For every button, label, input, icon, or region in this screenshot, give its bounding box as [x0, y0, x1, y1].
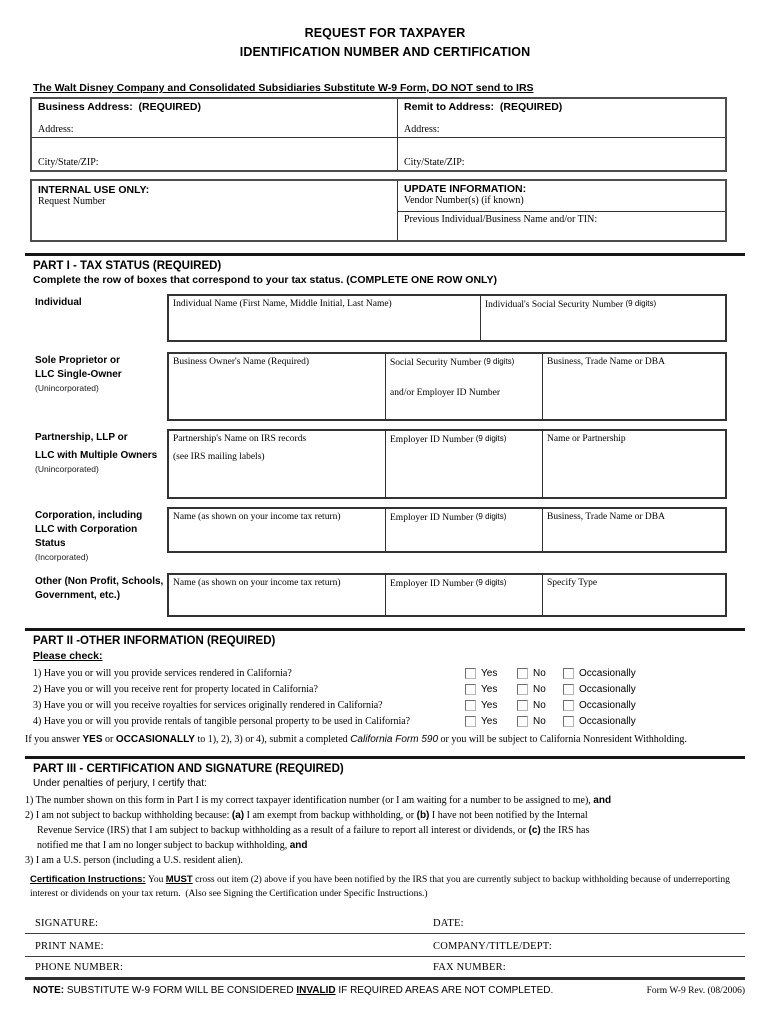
no-option	[517, 684, 563, 695]
question-text: 1) Have you or will you provide services rendered in California?	[33, 667, 292, 679]
partnership-name-note: (see IRS mailing labels)	[173, 452, 265, 462]
part2-note	[25, 734, 745, 745]
item2-l1a: 2) I am not subject to backup withholding because:	[25, 810, 232, 821]
item2-b: (b)	[416, 810, 430, 821]
table-row-sole-proprietor	[35, 352, 770, 421]
certification-instructions	[30, 873, 745, 901]
individual-name-cell-label: Individual Name (First Name, Middle Initial, Last Name)	[173, 299, 392, 309]
partnership-label-line2: LLC with Multiple Owners	[35, 450, 158, 461]
previous-name-field[interactable]	[398, 212, 725, 240]
no-option	[517, 716, 563, 727]
part3-intro: Under penalties of perjury, I certify that:	[33, 778, 207, 789]
other-label-line2: Government, etc.)	[35, 590, 121, 601]
footer	[33, 985, 745, 996]
business-address-header: Business Address: (REQUIRED)	[38, 101, 201, 113]
date-label: DATE:	[433, 918, 464, 929]
table-row-other	[35, 573, 770, 617]
no-label: No	[533, 667, 546, 679]
part1-subtitle: Complete the row of boxes that correspond to your tax status. (COMPLETE ONE ROW ONLY)	[33, 274, 497, 286]
partnership-third-field[interactable]	[542, 431, 725, 497]
update-information-header: UPDATE INFORMATION:	[404, 183, 527, 195]
ein-digits-note: (9 digits)	[475, 578, 507, 587]
occasionally-option	[563, 668, 645, 679]
part1-heading: PART I - TAX STATUS (REQUIRED)	[33, 260, 222, 272]
note-mid: to 1), 2), 3) or 4), submit a completed	[194, 734, 351, 745]
form-subheading: The Walt Disney Company and Consolidated Subsidiaries Substitute W-9 Form, DO NOT send to IRS	[33, 82, 534, 94]
partnership-row-box	[167, 429, 727, 499]
form-title-line2: IDENTIFICATION NUMBER AND CERTIFICATION	[239, 45, 531, 59]
corporation-dba-field[interactable]	[542, 509, 725, 551]
question-options	[465, 684, 645, 695]
other-ein-label: Employer ID Number	[390, 579, 476, 589]
fax-number-label: FAX NUMBER:	[433, 962, 506, 973]
individual-row-label	[35, 294, 167, 342]
sole-ssn-label: Social Security Number	[390, 358, 484, 368]
question-text: 2) Have you or will you receive rent for property located in California?	[33, 683, 318, 695]
remit-city-label: City/State/ZIP:	[404, 157, 465, 168]
yes-checkbox[interactable]	[465, 716, 476, 727]
occasionally-checkbox[interactable]	[563, 684, 574, 695]
occasionally-checkbox[interactable]	[563, 668, 574, 679]
corporation-dba-label: Business, Trade Name or DBA	[547, 512, 665, 522]
corporation-row-label	[35, 507, 167, 563]
corporation-sublabel: (Incorporated)	[35, 552, 89, 562]
question-text: 3) Have you or will you receive royalties for services originally rendered in California?	[33, 699, 383, 711]
item2-c: (c)	[528, 825, 541, 836]
previous-name-label: Previous Individual/Business Name and/or TIN:	[404, 214, 598, 225]
item1-and: and	[593, 795, 612, 806]
ein-digits-note: (9 digits)	[475, 434, 507, 443]
fax-number-field[interactable]	[433, 957, 745, 975]
individual-row-box	[167, 294, 727, 342]
certification-item-2-line3	[25, 838, 745, 853]
partnership-sublabel: (Unincorporated)	[35, 464, 99, 474]
occasionally-checkbox[interactable]	[563, 700, 574, 711]
item2-and: and	[289, 840, 308, 851]
business-address-field[interactable]	[32, 99, 397, 137]
other-row-label	[35, 573, 167, 617]
note-suffix: or you will be subject to California Nonresident Withholding.	[438, 734, 687, 745]
occasionally-option	[563, 716, 645, 727]
sole-label-line2: LLC Single-Owner	[35, 369, 122, 380]
sole-sublabel: (Unincorporated)	[35, 383, 99, 393]
part2-heading: PART II -OTHER INFORMATION (REQUIRED)	[33, 635, 276, 647]
no-checkbox[interactable]	[517, 668, 528, 679]
individual-name-field[interactable]	[169, 296, 480, 340]
yes-checkbox[interactable]	[465, 668, 476, 679]
no-checkbox[interactable]	[517, 716, 528, 727]
yes-option	[465, 716, 517, 727]
question-row-2	[33, 681, 745, 697]
no-option	[517, 700, 563, 711]
other-name-field[interactable]	[169, 575, 385, 615]
part3-heading: PART III - CERTIFICATION AND SIGNATURE (REQUIRED)	[33, 763, 344, 775]
other-type-field[interactable]	[542, 575, 725, 615]
note-occasionally: OCCASIONALLY	[115, 734, 195, 745]
business-city-field[interactable]	[32, 137, 397, 170]
address-box	[30, 97, 727, 172]
partnership-name-label: Partnership's Name on IRS records	[173, 434, 307, 444]
other-row-box	[167, 573, 727, 617]
company-field[interactable]	[433, 936, 745, 954]
form-revision: Form W-9 Rev. (08/2006)	[646, 986, 745, 996]
sole-ssn-field[interactable]	[385, 354, 542, 419]
section-divider	[25, 628, 745, 631]
corporation-name-label: Name (as shown on your income tax return)	[173, 512, 341, 522]
print-name-field[interactable]	[25, 936, 433, 954]
request-number-label: Request Number	[38, 196, 106, 207]
other-label-line1: Other (Non Profit, Schools,	[35, 576, 164, 587]
certification-item-3: 3) I am a U.S. person (including a U.S. resident alien).	[25, 855, 244, 866]
partnership-ein-field[interactable]	[385, 431, 542, 497]
yes-label: Yes	[481, 699, 498, 711]
certification-item-1	[25, 793, 745, 808]
table-row-individual	[35, 294, 770, 342]
item1-text: 1) The number shown on this form in Part I is my correct taxpayer identification number (or I am waiting for a number to be assigned to me),	[25, 795, 594, 806]
sole-ein-label: and/or Employer ID Number	[390, 388, 501, 398]
signature-block	[25, 911, 745, 980]
cert-instructions-label: Certification Instructions:	[30, 874, 146, 885]
question-row-4	[33, 713, 745, 729]
question-options	[465, 716, 645, 727]
occasionally-label: Occasionally	[579, 699, 636, 711]
sole-row-box	[167, 352, 727, 421]
internal-update-box	[30, 179, 727, 242]
sole-label-line1: Sole Proprietor or	[35, 355, 121, 366]
print-name-label: PRINT NAME:	[35, 941, 104, 952]
yes-option	[465, 668, 517, 679]
item2-l1c: I have not been notified by the Internal	[429, 810, 588, 821]
signature-date-row	[25, 911, 745, 934]
footer-note	[33, 985, 553, 996]
no-option	[517, 668, 563, 679]
corporation-label-line2: LLC with Corporation Status	[35, 524, 138, 549]
note-or: or	[102, 734, 116, 745]
sole-dba-field[interactable]	[542, 354, 725, 419]
phone-number-label: PHONE NUMBER:	[35, 962, 124, 973]
vendor-number-field[interactable]	[398, 181, 725, 212]
occasionally-label: Occasionally	[579, 683, 636, 695]
part2-questions	[0, 665, 770, 729]
yes-checkbox[interactable]	[465, 700, 476, 711]
footer-invalid: INVALID	[296, 985, 336, 996]
yes-option	[465, 684, 517, 695]
california-form-590: California Form 590	[350, 734, 438, 745]
occasionally-option	[563, 700, 645, 711]
remit-address-field[interactable]	[397, 99, 725, 137]
footer-note-label: NOTE:	[33, 985, 65, 996]
vendor-number-label: Vendor Number(s) (if known)	[404, 195, 524, 206]
partnership-ein-label: Employer ID Number	[390, 435, 476, 445]
question-options	[465, 700, 645, 711]
question-row-3	[33, 697, 745, 713]
item2-l1b: I am exempt from backup withholding, or	[244, 810, 417, 821]
individual-ssn-field[interactable]	[480, 296, 725, 340]
sole-owner-name-field[interactable]	[169, 354, 385, 419]
item2-l3a: notified me that I am no longer subject to backup withholding,	[37, 840, 290, 851]
company-label: COMPANY/TITLE/DEPT:	[433, 941, 552, 952]
sole-owner-name-label: Business Owner's Name (Required)	[173, 357, 310, 367]
remit-address-label: Address:	[404, 124, 440, 135]
occasionally-option	[563, 684, 645, 695]
partnership-third-label: Name or Partnership	[547, 434, 626, 444]
cert-t3: interest or dividends on your tax return. (Also see Signing the Certification under Specific Instructions.)	[30, 889, 428, 899]
internal-use-field[interactable]	[32, 181, 397, 240]
signature-label: SIGNATURE:	[35, 918, 99, 929]
signature-field[interactable]	[25, 913, 433, 931]
individual-ssn-cell-label: Individual's Social Security Number	[485, 300, 626, 310]
section-divider	[25, 756, 745, 759]
partnership-row-label	[35, 429, 167, 499]
item2-a: (a)	[231, 810, 245, 821]
certification-item-2-line1	[25, 808, 745, 823]
question-row-1	[33, 665, 745, 681]
yes-option	[465, 700, 517, 711]
table-row-corporation	[35, 507, 770, 563]
cert-t2: cross out item (2) above if you have been notified by the IRS that you are currently subject to backup withholding because of underreporting	[192, 875, 730, 885]
footer-note-t1: SUBSTITUTE W-9 FORM WILL BE CONSIDERED	[64, 985, 297, 996]
no-checkbox[interactable]	[517, 684, 528, 695]
business-address-label: Address:	[38, 124, 74, 135]
internal-use-header: INTERNAL USE ONLY:	[38, 184, 150, 196]
occasionally-label: Occasionally	[579, 667, 636, 679]
corporation-name-field[interactable]	[169, 509, 385, 551]
other-name-label: Name (as shown on your income tax return)	[173, 578, 341, 588]
partnership-name-field[interactable]	[169, 431, 385, 497]
occasionally-checkbox[interactable]	[563, 716, 574, 727]
sole-row-label	[35, 352, 167, 421]
certification-item-2-line2	[25, 823, 745, 838]
update-information-section	[397, 181, 725, 240]
phone-fax-row	[25, 957, 745, 980]
cert-must: MUST	[165, 874, 193, 885]
yes-label: Yes	[481, 683, 498, 695]
footer-note-t2: IF REQUIRED AREAS ARE NOT COMPLETED.	[335, 985, 554, 996]
occasionally-label: Occasionally	[579, 715, 636, 727]
yes-label: Yes	[481, 667, 498, 679]
corporation-row-box	[167, 507, 727, 553]
ein-digits-note: (9 digits)	[475, 512, 507, 521]
remit-address-header: Remit to Address: (REQUIRED)	[404, 101, 563, 113]
note-prefix: If you answer	[25, 734, 83, 745]
item2-l2b: the IRS has	[540, 825, 590, 836]
form-title-line1: REQUEST FOR TAXPAYER	[304, 26, 466, 40]
question-text: 4) Have you or will you provide rentals of tangible personal property to be used in California?	[33, 715, 411, 727]
ssn-digits-note: (9 digits)	[483, 357, 515, 366]
phone-number-field[interactable]	[25, 957, 433, 975]
corporation-ein-label: Employer ID Number	[390, 513, 476, 523]
date-field[interactable]	[433, 913, 745, 931]
table-row-partnership	[35, 429, 770, 499]
business-city-label: City/State/ZIP:	[38, 157, 99, 168]
section-divider	[25, 253, 745, 256]
no-label: No	[533, 715, 546, 727]
item2-l2a: Revenue Service (IRS) that I am subject to backup withholding as a result of a failure to report all interest or dividends, or	[37, 825, 529, 836]
corporation-ein-field[interactable]	[385, 509, 542, 551]
form-title	[0, 0, 770, 62]
printname-company-row	[25, 934, 745, 957]
corporation-label-line1: Corporation, including	[35, 510, 143, 521]
individual-label: Individual	[35, 297, 82, 308]
other-ein-field[interactable]	[385, 575, 542, 615]
certification-items	[25, 793, 745, 868]
other-type-label: Specify Type	[547, 578, 598, 588]
no-label: No	[533, 699, 546, 711]
please-check-label: Please check:	[33, 650, 103, 662]
question-options	[465, 668, 645, 679]
no-label: No	[533, 683, 546, 695]
no-checkbox[interactable]	[517, 700, 528, 711]
partnership-label-line1: Partnership, LLP or	[35, 432, 128, 443]
ssn-digits-note: (9 digits)	[625, 299, 657, 308]
cert-t1: You	[145, 875, 166, 885]
remit-city-field[interactable]	[397, 137, 725, 170]
sole-dba-label: Business, Trade Name or DBA	[547, 357, 665, 367]
yes-label: Yes	[481, 715, 498, 727]
yes-checkbox[interactable]	[465, 684, 476, 695]
note-yes: YES	[82, 734, 103, 745]
